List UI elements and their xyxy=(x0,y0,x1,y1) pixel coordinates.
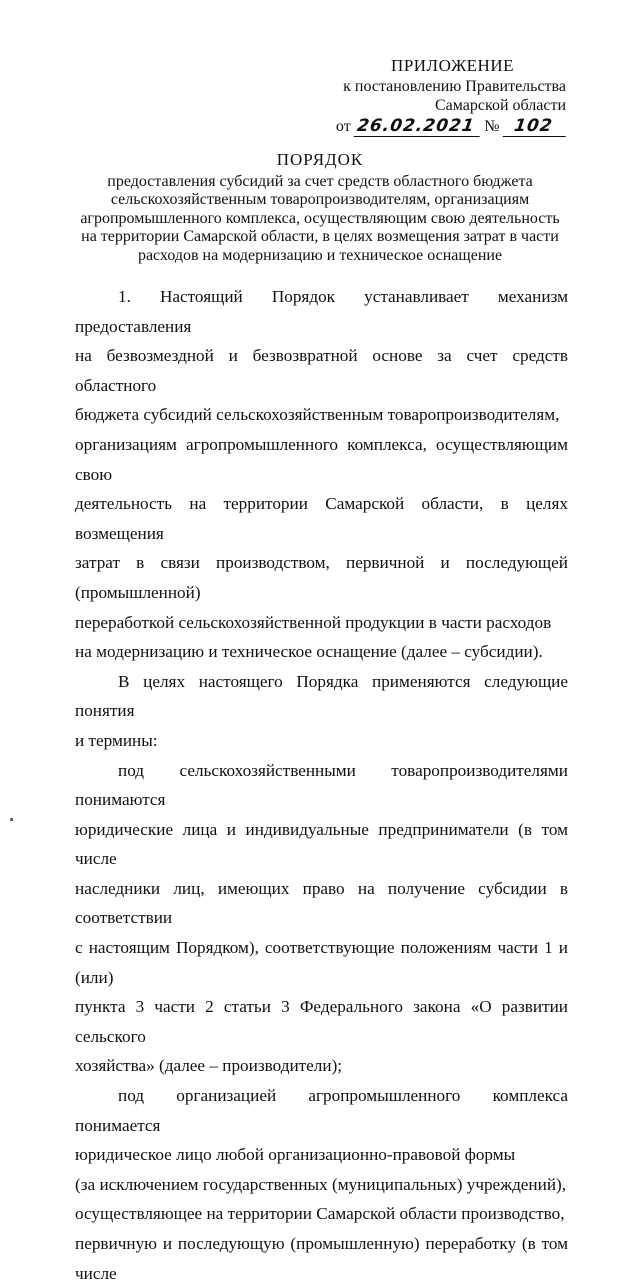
paragraph-3: под сельскохозяйственными товаропроизводителями понимаются юридические лица и индивидуальные предприниматели (в том числе наследники лиц, имеющих право на получение субсидии в соответствии с настоящим Порядком), соответствующие положениям части 1 и (или) пункта 3 части 2 статьи 3 Федерального закона «О развитии сельского хозяйства» (далее – производители); xyxy=(75,760,568,1076)
handwritten-date: 26.02.2021 xyxy=(353,117,481,137)
number-sign: № xyxy=(484,118,500,135)
appendix-header xyxy=(336,56,566,137)
document-body xyxy=(75,282,568,1288)
scan-artifact xyxy=(10,818,13,821)
document-title-block xyxy=(60,150,580,265)
appendix-line-region: Самарской области xyxy=(435,97,566,114)
date-prefix: от xyxy=(335,118,351,135)
appendix-heading: ПРИЛОЖЕНИЕ xyxy=(391,56,514,75)
document-title: ПОРЯДОК xyxy=(276,150,364,169)
document-subtitle: предоставления субсидий за счет средств областного бюджета сельскохозяйственным товаропроизводителям, организациям агропромышленного комплекса, осуществляющим свою деятельность на территории Самарской области, в целях возмещения затрат в части расходов на модернизацию и техническое оснащение xyxy=(80,173,560,264)
appendix-line-resolution: к постановлению Правительства xyxy=(343,78,566,95)
paragraph-1: 1. Настоящий Порядок устанавливает механизм предоставления на безвозмездной и безвозвратной основе за счет средств областного бюджета субсидий сельскохозяйственным товаропроизводителям, организациям агропромышленного комплекса, осуществляющим свою деятельность на территории Самарской области, в целях возмещения затрат в связи производством, первичной и последующей (промышленной) переработкой сельскохозяйственной продукции в части расходов на модернизацию и техническое оснащение (далее – субсидии). xyxy=(75,287,568,662)
paragraph-2: В целях настоящего Порядка применяются следующие понятия и термины: xyxy=(75,671,568,750)
appendix-date-number xyxy=(336,117,566,137)
handwritten-number: 102 xyxy=(502,117,567,137)
paragraph-4: под организацией агропромышленного комплекса понимается юридическое лицо любой организационно-правовой формы (за исключением государственных (муниципальных) учреждений), осуществляющее на территории Самарской области производство, первичную и последующую (промышленную) переработку (в том числе xyxy=(75,1086,568,1283)
